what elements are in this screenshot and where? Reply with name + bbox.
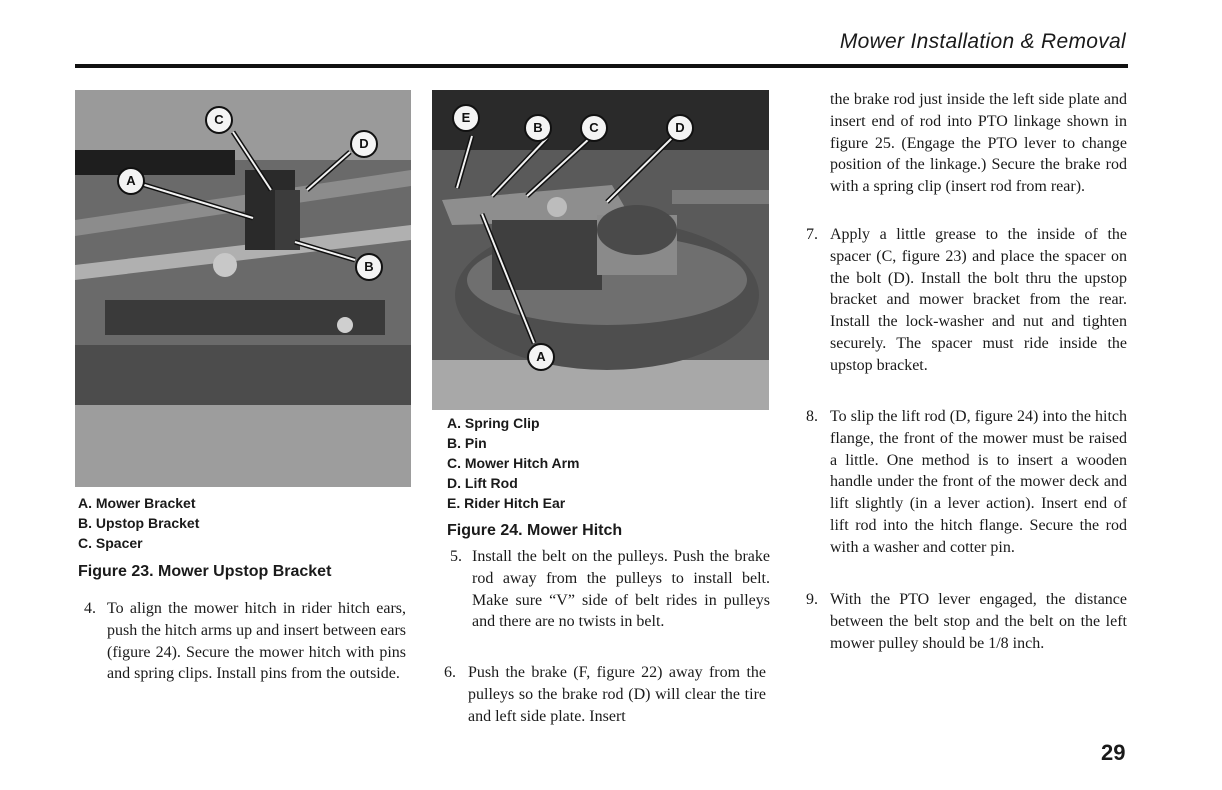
callout-e: E	[452, 104, 480, 132]
callout-b: B	[524, 114, 552, 142]
legend-item: C. Mower Hitch Arm	[447, 455, 580, 471]
page-number: 29	[1101, 740, 1126, 765]
legend-item: A. Spring Clip	[447, 415, 540, 431]
callout-a: A	[527, 343, 555, 371]
step-text: To align the mower hitch in rider hitch ears, push the hitch arms up and insert between ears (figure 24). Secure the mower hitch with pins and spring clips. Install pins from the outside.	[107, 600, 406, 683]
figure-24-legend	[447, 413, 580, 513]
running-header: Mower Installation & Removal	[839, 30, 1126, 53]
step-text: Install the belt on the pulleys. Push the brake rod away from the pulleys to install belt. Make sure “V” side of belt rides in pulleys and there are no twists in belt.	[472, 548, 770, 631]
legend-item: D. Lift Rod	[447, 475, 518, 491]
callout-c: C	[205, 106, 233, 134]
step-text: To slip the lift rod (D, figure 24) into the hitch flange, the front of the mower must be raised a little. One method is to insert a wooden handle under the front of the mower deck and lift slightly (in a lever action). Insert end of lift rod into the hitch flange. Secure the rod with a washer and cotter pin.	[830, 408, 1127, 556]
legend-item: E. Rider Hitch Ear	[447, 495, 566, 511]
callout-d: D	[666, 114, 694, 142]
figure-24-caption: Figure 24. Mower Hitch	[447, 522, 623, 539]
step-4	[84, 598, 406, 685]
figure-23-photo	[75, 90, 411, 487]
step-text: With the PTO lever engaged, the distance between the belt stop and the belt on the left mower pulley should be 1/8 inch.	[830, 591, 1127, 652]
step-text: the brake rod just inside the left side plate and insert end of rod into PTO linkage shown in figure 25. (Engage the PTO lever to change position of the linkage.) Secure the brake rod with a spring clip (insert rod from rear).	[830, 91, 1127, 196]
step-number: 7.	[806, 226, 818, 243]
legend-item: C. Spacer	[78, 535, 143, 551]
step-number: 4.	[84, 600, 96, 617]
legend-item: B. Pin	[447, 435, 487, 451]
step-number: 6.	[444, 664, 456, 681]
step-number: 5.	[450, 548, 462, 565]
callout-c: C	[580, 114, 608, 142]
header-rule	[75, 64, 1128, 68]
legend-item: A. Mower Bracket	[78, 495, 196, 511]
callout-a: A	[117, 167, 145, 195]
callout-d: D	[350, 130, 378, 158]
legend-item: B. Upstop Bracket	[78, 515, 200, 531]
step-5	[450, 546, 770, 633]
step-number: 9.	[806, 591, 818, 608]
figure-23-caption: Figure 23. Mower Upstop Bracket	[78, 563, 332, 580]
figure-24-photo	[432, 90, 769, 410]
step-7	[806, 224, 1127, 377]
step-text: Apply a little grease to the inside of the spacer (C, figure 23) and place the spacer on the bolt (D). Install the bolt thru the upstop bracket and mower bracket from the rear. Install the lock-washer and nut and tighten securely. The spacer must ride inside the upstop bracket.	[830, 226, 1127, 374]
step-number: 8.	[806, 408, 818, 425]
figure-23-legend	[78, 493, 199, 553]
step-8	[806, 406, 1127, 559]
step-9	[806, 589, 1127, 654]
step-6-continued	[830, 89, 1127, 198]
step-text: Push the brake (F, figure 22) away from the pulleys so the brake rod (D) will clear the tire and left side plate. Insert	[468, 664, 766, 725]
callout-b: B	[355, 253, 383, 281]
step-6	[444, 662, 766, 727]
